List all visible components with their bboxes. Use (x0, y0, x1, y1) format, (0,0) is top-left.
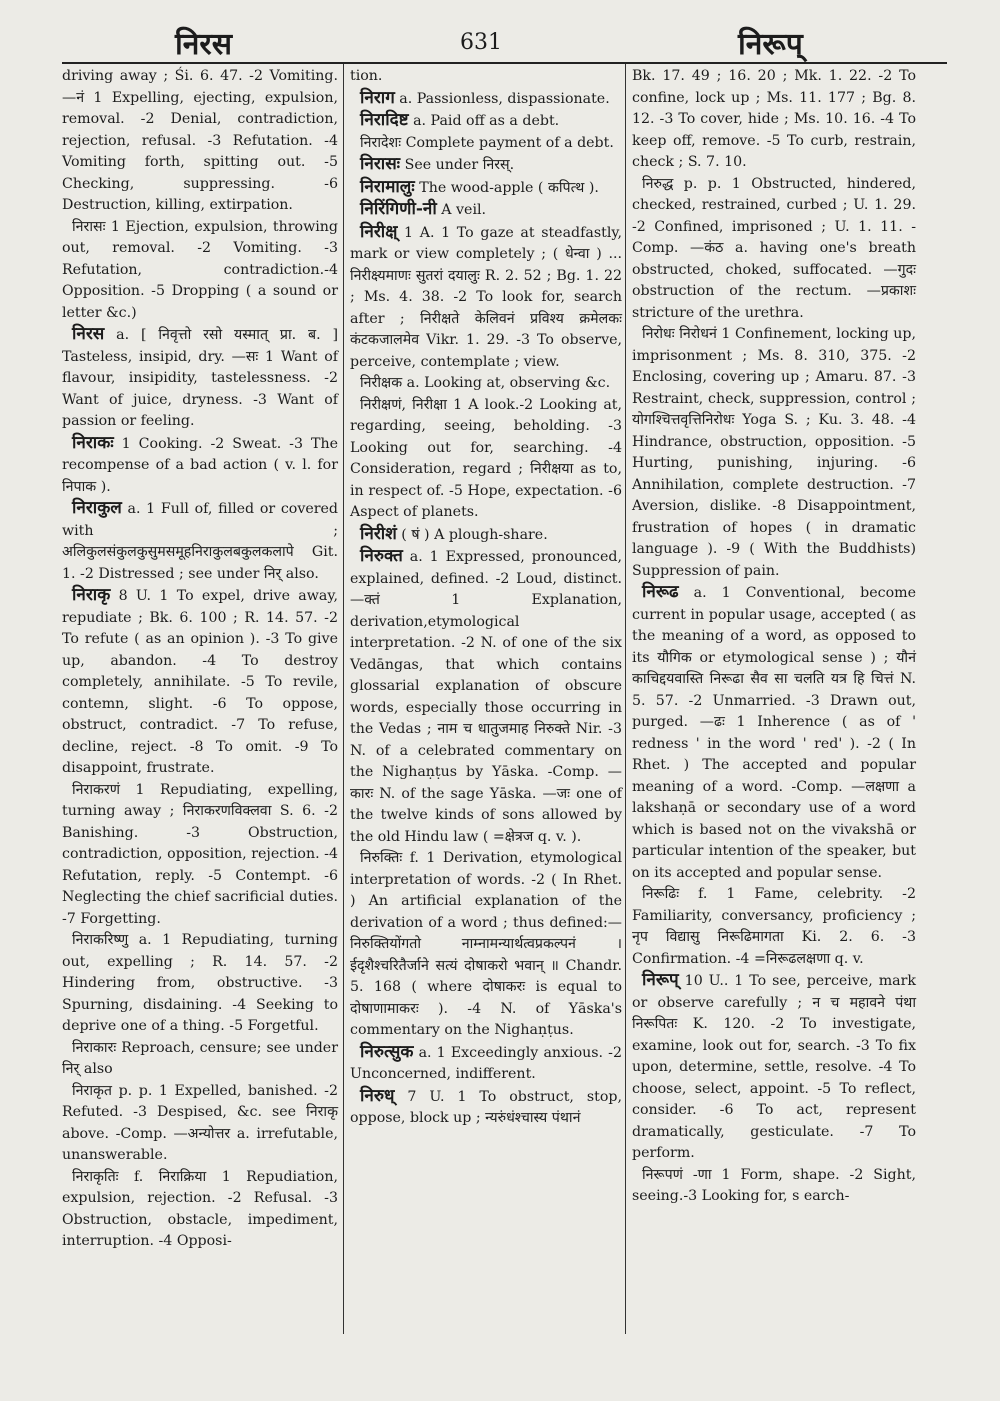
entry-headword: निरूढ (642, 582, 679, 602)
dictionary-entry (350, 848, 622, 1042)
dictionary-entry (350, 199, 622, 222)
entry-headword: निरीक्ष् (360, 221, 398, 242)
dictionary-entry (632, 174, 916, 325)
entry-text: 1 Cooking. -2 Sweat. -3 The recompense of a bad action ( v. l. for निपाक ). (62, 435, 338, 495)
dictionary-entry (62, 780, 338, 931)
entry-text: a. 1 Exceedingly anxious. -2 Unconcerned, indifferent. (350, 1044, 622, 1082)
entry-text: a. 1 Expressed, pronounced, explained, defined. -2 Loud, distinct. —क्तं 1 Explanation, derivation,etymological interpretation. -2 N. of one of the six Vedāngas, that which contains glossarial explanation of obscure words, especially those occurring in the Vedas ; नाम च धातुजमाह निरुक्ते Nir. -3 N. of a celebrated commentary on the Nighaṇṭus by Yāska. -Comp. —कारः N. of the sage Yāska. —जः one of the twelve kinds of sons allowed by the old Hindu law ( =क्षेत्रज q. v. ). (350, 549, 622, 845)
dictionary-entry (62, 1038, 338, 1081)
entry-headword: निरूप् (642, 970, 679, 990)
entry-text: A veil. (441, 202, 487, 218)
entry-headword: निराकः (72, 432, 114, 453)
dictionary-entry (350, 546, 622, 848)
entry-text: 1 A. 1 To gaze at steadfastly, mark or view completely ; ( धेन्वा ) ... निरीक्ष्यमाणः सुतरां दयालुः R. 2. 52 ; Bg. 1. 22 ; Ms. 4. 38. -2 To look for, search after ; निरीक्षते केलिवनं प्रविश्य क्रमेलकः कंटकजालमेव Vikr. 1. 29. -3 To observe, perceive, contemplate ; view. (350, 224, 622, 370)
dictionary-entry (350, 154, 622, 177)
column-1 (62, 66, 338, 1253)
entry-headword: निरुक्त (360, 546, 403, 566)
dictionary-entry (350, 395, 622, 524)
dictionary-entry (632, 582, 916, 884)
entry-text: The wood-apple ( कपित्थ ). (419, 179, 599, 196)
entry-headword: निरुध् (360, 1085, 395, 1106)
entry-headword: निरस (72, 324, 105, 344)
column-divider (343, 64, 344, 1334)
page-header (0, 12, 1000, 62)
entry-headword: निरासः (360, 154, 401, 174)
entry-text: tion. (350, 68, 383, 84)
entry-text: a. Paid off as a debt. (413, 113, 560, 129)
entry-text: निरासः 1 Ejection, expulsion, throwing out, removal. -2 Vomiting. -3 Refutation, contradiction.-4 Opposition. -5 Dropping ( a sound or letter &c.) (62, 218, 338, 321)
entry-headword: निरिंगिणी-नी (360, 199, 437, 219)
entry-text: निरुक्तिः f. 1 Derivation, etymological interpretation of words. -2 ( In Rhet. ) An artificial explanation of the derivation of a word ; thus defined:—निरुक्तियोंगतो नाम्नामन्यार्थत्वप्रकल्पनं । ईदृशैश्चरितैर्जाने सत्यं दोषाकरो भवान् ॥ Chandr. 5. 168 ( where दोषाकरः is equal to दोषाणामाकरः ). -4 N. of Yāska's commentary on the Nighaṇṭus. (350, 850, 622, 1038)
dictionary-entry (350, 88, 622, 111)
page-number: 631 (460, 30, 502, 55)
dictionary-entry (350, 133, 622, 155)
dictionary-entry (62, 324, 338, 433)
entry-text: निराकारः Reproach, censure; see under निर् also (62, 1039, 338, 1077)
dictionary-entry (350, 1086, 622, 1130)
entry-text: a. [ निवृत्तो रसो यस्मात् प्रा. ब. ] Tasteless, insipid, dry. —सः 1 Want of flavour, insipidity, tastelessness. -2 Want of juice, dryness. -3 Want of passion or feeling. (62, 327, 339, 429)
column-2 (350, 66, 622, 1130)
entry-headword: निराकुल (72, 498, 122, 518)
dictionary-entry (632, 324, 916, 582)
dictionary-entry (632, 1165, 916, 1208)
entry-text: driving away ; Śi. 6. 47. -2 Vomiting. —नं 1 Expelling, ejecting, expulsion, removal. -2 Denial, contradiction, rejection, refusal. -3 Refutation. -4 Vomiting forth, spitting out. -5 Checking, suppressing. -6 Destruction, killing, extirpation. (62, 68, 338, 213)
dictionary-entry (632, 970, 916, 1165)
entry-headword: निराकृ (72, 585, 111, 605)
dictionary-entry (62, 1081, 338, 1167)
entry-text: a. 1 Full of, filled or covered with ; अलिकुलसंकुलकुसुमसमूहनिराकुलबकुलकलापे Git. 1. -2 Distressed ; see under निर् also. (62, 501, 339, 582)
entry-text: निरीक्षणं, निरीक्षा 1 A look.-2 Looking at, regarding, seeing, beholding. -3 Looking out for, searching. -4 Consideration, regard ; निरीक्षया as to, in respect of. -5 Hope, expectation. -6 Aspect of planets. (350, 396, 622, 520)
entry-headword: निरीशं (360, 523, 397, 544)
entry-text: Bk. 17. 49 ; 16. 20 ; Mk. 1. 22. -2 To confine, lock up ; Ms. 11. 177 ; Bg. 8. 12. -3 To cover, hide ; Ms. 10. 16. -4 To keep off, remove. -5 To curb, restrain, check ; S. 7. 10. (632, 68, 916, 170)
dictionary-entry (632, 884, 916, 970)
dictionary-entry (350, 524, 622, 547)
dictionary-entry (350, 110, 622, 133)
dictionary-entry (632, 66, 916, 174)
entry-headword: निराग (360, 87, 395, 108)
entry-text: निरूढिः f. 1 Fame, celebrity. -2 Familiarity, conversancy, proficiency ; नृप विद्यासु निरूढिमागता Ki. 2. 6. -3 Confirmation. -4 =निरूढलक्षणा q. v. (632, 886, 916, 967)
dictionary-entry (350, 373, 622, 395)
column-3 (632, 66, 916, 1208)
dictionary-entry (62, 585, 338, 780)
entry-headword: निरामालुः (360, 176, 415, 197)
entry-text: निराकरिष्णु a. 1 Repudiating, turning out, expelling ; R. 14. 57. -2 Hindering from, obstructive. -3 Spurning, disdaining. -4 Seeking to deprive one of a thing. -5 Forgetful. (62, 932, 338, 1034)
entry-text: निराकृतिः f. निराक्रिया 1 Repudiation, expulsion, rejection. -2 Refusal. -3 Obstruction, obstacle, impediment, interruption. -4 Opposi- (62, 1168, 338, 1249)
left-running-headword: निरस (175, 27, 232, 62)
entry-text: 10 U.. 1 To see, perceive, mark or observe carefully ; न च महावने पंथा निरूपितः K. 120. -2 To investigate, examine, look out for, search. -3 To fix upon, determine, settle, resolve. -4 To choose, select, appoint. -5 To reflect, consider. -6 To act, represent dramatically, gesticulate. -7 To perform. (632, 973, 916, 1161)
dictionary-entry (350, 66, 622, 88)
entry-text: ( षं ) A plough-share. (401, 526, 548, 543)
dictionary-entry (62, 66, 338, 217)
dictionary-entry (350, 1042, 622, 1086)
entry-headword: निरादिष्ट (360, 110, 409, 130)
entry-text: a. 1 Conventional, become current in popular usage, accepted ( as the meaning of a word, as opposed to its यौगिक or etymological sense ) ; यौनं काचिद्दयवास्ति निरूढा सैव सा चलति यत्र हि चित्तं N. 5. 57. -2 Unmarried. -3 Drawn out, purged. —ढः 1 Inherence ( as of ' redness ' in the word ' red' ). -2 ( In Rhet. ) The accepted and popular meaning of a word. -Comp. —लक्षणा a lakshaṇā or secondary use of a word which is based not on the vivakshā or particular intention of the speaker, but on its accepted and popular sense. (632, 585, 916, 881)
dictionary-entry (62, 1167, 338, 1253)
entry-text: निरीक्षक a. Looking at, observing &c. (360, 375, 611, 391)
entry-headword: निरुत्सुक (360, 1041, 414, 1062)
header-rule (62, 62, 947, 64)
dictionary-entry (62, 433, 338, 499)
dictionary-entry (62, 498, 338, 585)
dictionary-entry (62, 930, 338, 1038)
entry-text: निरादेशः Complete payment of a debt. (360, 134, 614, 151)
dictionary-entry (350, 222, 622, 374)
entry-text: a. Passionless, dispassionate. (399, 90, 610, 107)
dictionary-entry (350, 177, 622, 200)
entry-text: 7 U. 1 To obstruct, stop, oppose, block up ; न्यरुंधंश्चास्य पंथानं (350, 1088, 622, 1126)
entry-text: निराकृत p. p. 1 Expelled, banished. -2 Refuted. -3 Despised, &c. see निराकृ above. -Comp. —अन्योत्तर a. irrefutable, unanswerable. (62, 1082, 338, 1163)
dictionary-entry (62, 217, 338, 325)
column-divider (625, 64, 626, 1334)
entry-text: निरोधः निरोधनं 1 Confinement, locking up, imprisonment ; Ms. 8. 310, 375. -2 Enclosing, covering up ; Amaru. 87. -3 Restraint, check, suppression, control ; योगश्चित्तवृत्तिनिरोधः Yoga S. ; Ku. 3. 48. -4 Hindrance, obstruction, opposition. -5 Hurting, punishing, injuring. -6 Annihilation, complete destruction. -7 Aversion, dislike. -8 Disappointment, frustration of hopes ( in dramatic language ). -9 ( With the Buddhists) Suppression of pain. (632, 326, 916, 579)
entry-text: See under निरस्. (404, 157, 515, 173)
entry-text: निरुद्ध p. p. 1 Obstructed, hindered, checked, restrained, curbed ; U. 1. 29. -2 Confined, imprisoned ; U. 1. 11. -Comp. —कंठ a. having one's breath obstructed, choked, suffocated. —गुदः obstruction of the rectum. —प्रकाशः stricture of the urethra. (632, 175, 916, 321)
entry-text: निराकरणं 1 Repudiating, expelling, turning away ; निराकरणविक्लवा S. 6. -2 Banishing. -3 Obstruction, contradiction, opposition, rejection. -4 Refutation, reply. -5 Contempt. -6 Neglecting the chief sacrificial duties. -7 Forgetting. (62, 781, 338, 927)
entry-text: 8 U. 1 To expel, drive away, repudiate ; Bk. 6. 100 ; R. 14. 57. -2 To refute ( as an opinion ). -3 To give up, abandon. -4 To destroy completely, annihilate. -5 To revile, contemn, slight. -6 To oppose, obstruct, contradict. -7 To refuse, decline, reject. -8 To omit. -9 To disappoint, frustrate. (62, 588, 338, 776)
entry-text: निरूपणं -णा 1 Form, shape. -2 Sight, seeing.-3 Looking for, s earch- (632, 1166, 916, 1204)
right-running-headword: निरूप् (738, 27, 803, 62)
